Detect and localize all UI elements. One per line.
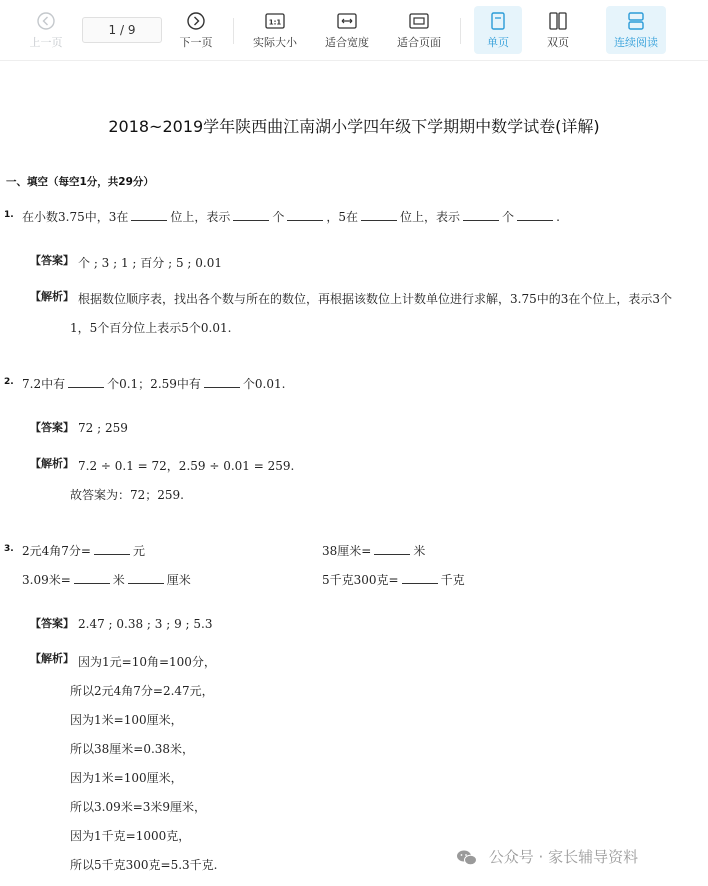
answer-blank	[374, 544, 410, 555]
watermark	[456, 846, 638, 867]
actual-size-icon	[264, 10, 286, 32]
answer-blank	[463, 210, 499, 221]
analysis-text: 所以5千克300克=5.3千克.	[70, 858, 218, 872]
actual-size-label: 实际大小	[253, 36, 297, 49]
answer-tag: 【答案】	[30, 421, 74, 434]
page-number-input[interactable]: 1 / 9	[82, 17, 162, 43]
fit-page-icon	[408, 10, 430, 32]
chevron-right-icon	[185, 10, 207, 32]
actual-size-button[interactable]	[246, 6, 304, 54]
continuous-reading-icon	[625, 10, 647, 32]
viewer-toolbar	[0, 0, 708, 61]
answer-blank	[128, 573, 164, 584]
analysis-tag: 【解析】	[30, 290, 74, 303]
answer-tag: 【答案】	[30, 254, 74, 267]
question-3-item: 38厘米= 米	[322, 544, 426, 558]
question-2-text: 7.2中有 个0.1；2.59中有 个0.01.	[22, 377, 286, 391]
analysis-text: 1，5个百分位上表示5个0.01.	[70, 321, 232, 335]
answer-blank	[74, 573, 110, 584]
answer-blank	[204, 377, 240, 388]
answer-text: 个 ; 3 ; 1 ; 百分 ; 5 ; 0.01	[78, 256, 222, 270]
single-page-label: 单页	[487, 36, 509, 49]
analysis-text: 7.2 ÷ 0.1 = 72，2.59 ÷ 0.01 = 259.	[78, 459, 295, 473]
question-number: 2.	[4, 377, 14, 387]
answer-blank	[517, 210, 553, 221]
toolbar-divider	[460, 18, 461, 44]
fit-width-label: 适合宽度	[325, 36, 369, 49]
answer-blank	[131, 210, 167, 221]
section-heading: 一、填空（每空1分，共29分）	[6, 176, 154, 188]
question-1-text: 在小数3.75中，3在 位上，表示 个 ，5在 位上，表示 个 .	[22, 210, 560, 224]
continuous-reading-button[interactable]	[606, 6, 666, 54]
question-number: 3.	[4, 544, 14, 554]
single-page-icon	[487, 10, 509, 32]
wechat-icon	[456, 849, 478, 867]
svg-text:1:1: 1:1	[268, 18, 282, 27]
next-page-label: 下一页	[179, 36, 213, 49]
toolbar-divider	[233, 18, 234, 44]
analysis-text: 所以3.09米=3米9厘米，	[70, 800, 207, 814]
double-page-button[interactable]	[534, 6, 582, 54]
answer-blank	[402, 573, 438, 584]
double-page-icon	[547, 10, 569, 32]
prev-page-button[interactable]	[22, 6, 70, 54]
document-title: 2018~2019学年陕西曲江南湖小学四年级下学期期中数学试卷(详解)	[108, 117, 600, 136]
prev-page-label: 上一页	[29, 36, 63, 49]
answer-tag: 【答案】	[30, 617, 74, 630]
answer-blank	[94, 544, 130, 555]
analysis-text: 因为1米=100厘米，	[70, 771, 183, 785]
analysis-text: 因为1千克=1000克，	[70, 829, 191, 843]
analysis-text: 所以2元4角7分=2.47元，	[70, 684, 214, 698]
next-page-button[interactable]	[172, 6, 220, 54]
analysis-tag: 【解析】	[30, 457, 74, 470]
fit-page-button[interactable]	[390, 6, 448, 54]
chevron-left-icon	[35, 10, 57, 32]
answer-blank	[361, 210, 397, 221]
analysis-tag: 【解析】	[30, 652, 74, 665]
analysis-text: 因为1元=10角=100分，	[78, 655, 216, 669]
fit-width-icon	[336, 10, 358, 32]
watermark-text: 公众号 · 家长辅导资料	[488, 848, 639, 866]
analysis-text: 因为1米=100厘米，	[70, 713, 183, 727]
analysis-text: 故答案为：72；259.	[70, 488, 184, 502]
continuous-reading-label: 连续阅读	[614, 36, 658, 49]
single-page-button[interactable]	[474, 6, 522, 54]
answer-blank	[233, 210, 269, 221]
question-3-item: 3.09米= 米 厘米	[22, 573, 191, 587]
answer-text: 72 ; 259	[78, 421, 128, 435]
fit-width-button[interactable]	[318, 6, 376, 54]
analysis-text: 所以38厘米=0.38米，	[70, 742, 195, 756]
question-3-item: 2元4角7分= 元	[22, 544, 145, 558]
double-page-label: 双页	[547, 36, 569, 49]
fit-page-label: 适合页面	[397, 36, 441, 49]
answer-blank	[68, 377, 104, 388]
question-number: 1.	[4, 210, 14, 220]
question-3-item: 5千克300克= 千克	[322, 573, 465, 587]
answer-blank	[287, 210, 323, 221]
answer-text: 2.47 ; 0.38 ; 3 ; 9 ; 5.3	[78, 617, 213, 631]
analysis-text: 根据数位顺序表，找出各个数与所在的数位，再根据该数位上计数单位进行求解，3.75中的3在个位上，表示3个	[78, 292, 672, 306]
